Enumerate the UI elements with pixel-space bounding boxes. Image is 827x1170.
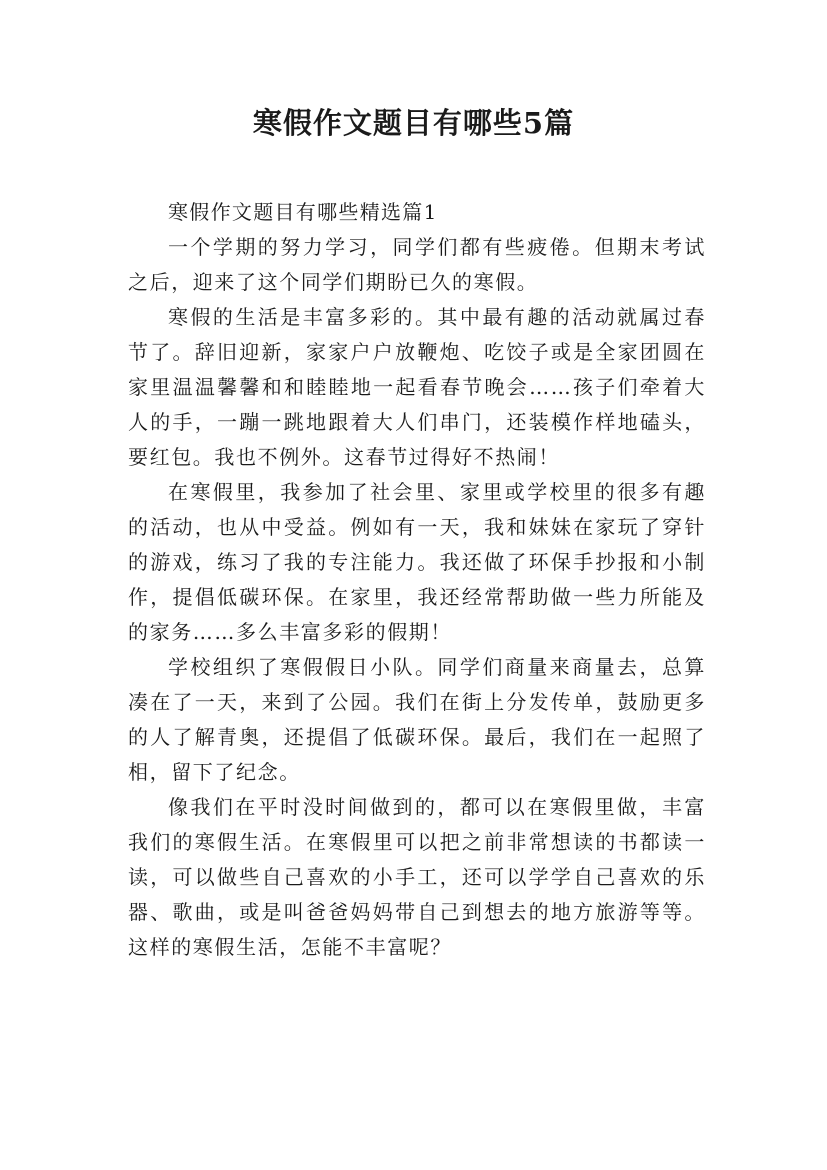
document-body [128, 195, 706, 965]
section-heading: 寒假作文题目有哪些精选篇1 [168, 200, 438, 224]
body-paragraph-3: 在寒假里，我参加了社会里、家里或学校里的很多有趣的活动，也从中受益。例如有一天，我和妹妹在家玩了穿针的游戏，练习了我的专注能力。我还做了环保手抄报和小制作，提倡低碳环保。在家里，我还经常帮助做一些力所能及的家务……多么丰富多彩的假期！ [128, 480, 706, 644]
body-paragraph-5: 像我们在平时没时间做到的，都可以在寒假里做，丰富我们的寒假生活。在寒假里可以把之前非常想读的书都读一读，可以做些自己喜欢的小手工，还可以学学自己喜欢的乐器、歌曲，或是叫爸爸妈妈带自己到想去的地方旅游等等。这样的寒假生活，怎能不丰富呢？ [128, 795, 706, 959]
body-paragraph-4: 学校组织了寒假假日小队。同学们商量来商量去，总算凑在了一天，来到了公园。我们在街上分发传单，鼓励更多的人了解青奥，还提倡了低碳环保。最后，我们在一起照了相，留下了纪念。 [128, 655, 706, 784]
body-paragraph-2: 寒假的生活是丰富多彩的。其中最有趣的活动就属过春节了。辞旧迎新，家家户户放鞭炮、吃饺子或是全家团圆在家里温温馨馨和和睦睦地一起看春节晚会……孩子们牵着大人的手，一蹦一跳地跟着大人们串门，还装模作样地磕头，要红包。我也不例外。这春节过得好不热闹！ [128, 305, 706, 469]
body-paragraph-1: 一个学期的努力学习，同学们都有些疲倦。但期末考试之后，迎来了这个同学们期盼已久的寒假。 [128, 235, 706, 294]
document-title: 寒假作文题目有哪些5篇 [252, 106, 575, 140]
